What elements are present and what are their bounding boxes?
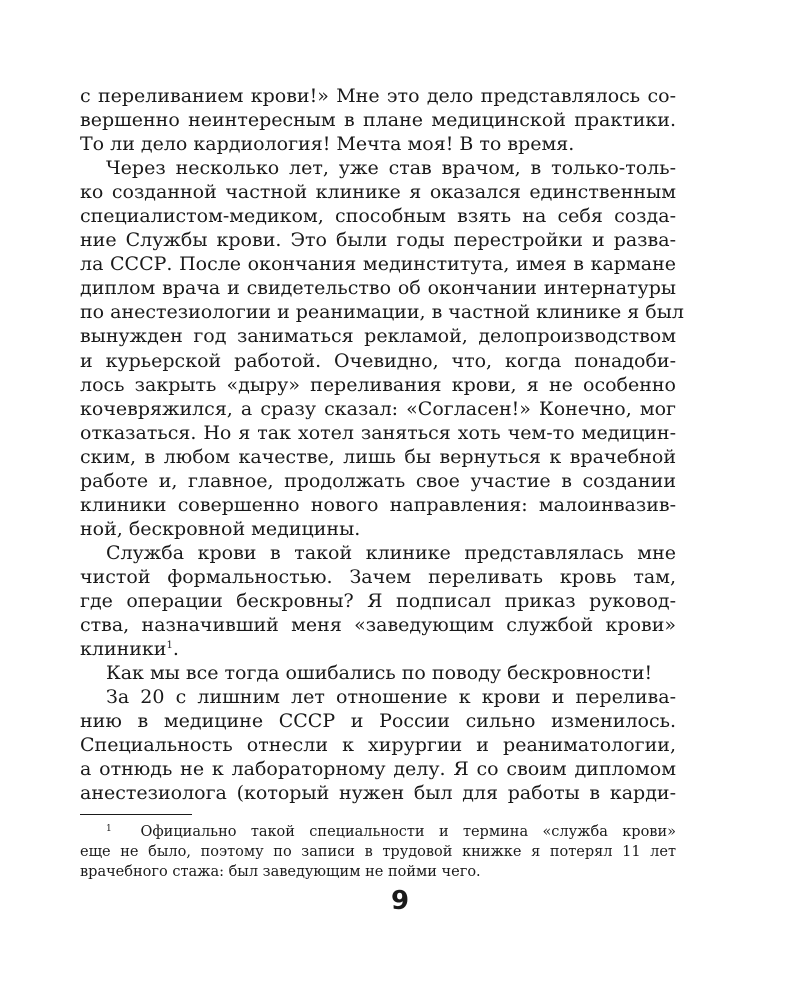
text-line: То ли дело кардиология! Мечта моя! В то время. xyxy=(80,133,575,156)
text-line: и курьерской работой. Очевидно, что, когда понадоби- xyxy=(80,349,676,372)
footnote-line: еще не было, поэтому по записи в трудовой книжке я потерял 11 лет xyxy=(80,844,676,860)
text-line-with-footnote xyxy=(80,637,676,661)
text-line: вынужден год заниматься рекламой, делопроизводством xyxy=(80,325,676,348)
text-line: диплом врача и свидетельство об окончании интернатуры xyxy=(80,277,676,300)
text-line: Специальность отнесли к хирургии и реаниматологии, xyxy=(80,734,676,757)
text-line: ства, назначивший меня «заведующим службой крови» xyxy=(80,614,676,637)
text-line: Служба крови в такой клинике представлялась мне xyxy=(106,541,676,564)
text-line: по анестезиологии и реанимации, в частной клинике я был xyxy=(80,301,684,324)
text-line: кочевряжился, а сразу сказал: «Согласен!» Конечно, мог xyxy=(80,397,676,420)
text-line: ским, в любом качестве, лишь бы вернуться к врачебной xyxy=(80,445,676,468)
text-line: анестезиолога (который нужен был для работы в карди- xyxy=(80,782,676,805)
text-line: Через несколько лет, уже став врачом, в только-толь- xyxy=(106,157,676,180)
text-line: ной, бескровной медицины. xyxy=(80,517,361,540)
text-line: ко созданной частной клинике я оказался единственным xyxy=(80,181,676,204)
footnote-line: врачебного стажа: был заведующим не пойми чего. xyxy=(80,864,481,880)
text-line: отказаться. Но я так хотел заняться хоть чем-то медицин- xyxy=(80,421,676,444)
text-line: ние Службы крови. Это были годы перестройки и разва- xyxy=(80,229,676,252)
footnote-marker: 1 xyxy=(106,824,112,834)
footnote xyxy=(80,822,676,882)
text-line: клиники совершенно нового направления: малоинвазив- xyxy=(80,493,676,516)
text-line: где операции бескровны? Я подписал приказ руковод- xyxy=(80,589,676,612)
footnote-text: Официально такой специальности и термина «служба крови» xyxy=(140,824,677,840)
text-fragment: клиники xyxy=(80,638,167,661)
text-line: Как мы все тогда ошибались по поводу бескровности! xyxy=(106,662,653,685)
text-line: чистой формальностью. Зачем переливать кровь там, xyxy=(80,565,676,588)
text-line: работе и, главное, продолжать свое участие в создании xyxy=(80,469,676,492)
text-line: За 20 с лишним лет отношение к крови и перелива- xyxy=(106,686,676,709)
text-line: лось закрыть «дыру» переливания крови, я не особенно xyxy=(80,373,676,396)
text-line: с переливанием крови!» Мне это дело представлялось со- xyxy=(80,85,676,107)
main-text xyxy=(80,84,684,805)
text-line: ла СССР. После окончания мединститута, имея в кармане xyxy=(80,253,676,276)
footnote-line xyxy=(80,822,676,842)
text-line: нию в медицине СССР и России сильно изменилось. xyxy=(80,710,676,733)
page-number: 9 xyxy=(390,886,410,916)
text-line: а отнюдь не к лабораторному делу. Я со своим дипломом xyxy=(80,758,676,781)
text-line: вершенно неинтересным в плане медицинской практики. xyxy=(80,109,676,132)
footnote-reference: 1 xyxy=(166,640,173,652)
text-line: специалистом-медиком, способным взять на себя созда- xyxy=(80,205,676,228)
footnote-divider xyxy=(80,814,192,815)
text-fragment: . xyxy=(172,638,179,661)
